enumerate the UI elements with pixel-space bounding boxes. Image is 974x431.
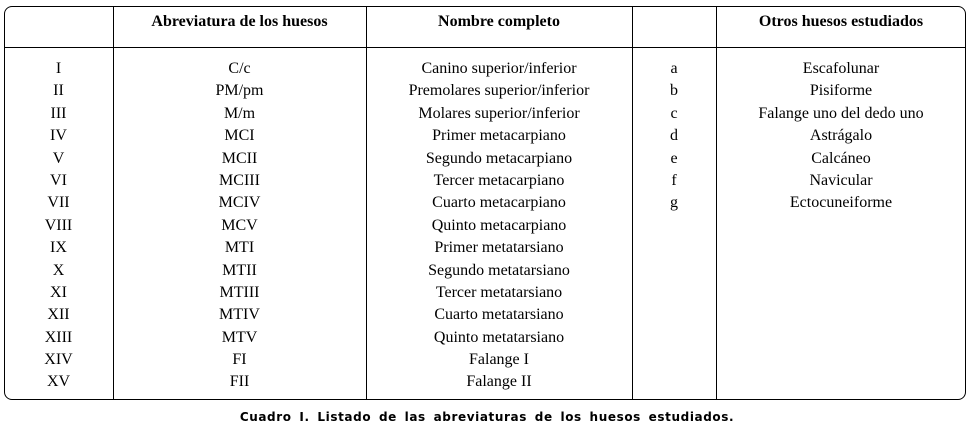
other-bone-cell: Calcáneo	[811, 149, 871, 167]
column-other-bones	[716, 58, 966, 215]
letter-cell: a	[670, 60, 678, 77]
table-caption: Cuadro I. Listado de las abreviaturas de los huesos estudiados.	[239, 410, 735, 424]
full-name-cell: Falange I	[469, 351, 529, 369]
full-name-cell: Segundo metacarpiano	[425, 149, 573, 167]
column-roman-numerals	[4, 58, 113, 394]
abbreviation-cell: MTIV	[219, 306, 260, 324]
roman-numeral: VII	[47, 194, 70, 212]
column-letters	[632, 58, 716, 215]
letter-cell: b	[670, 82, 678, 100]
full-name-cell: Tercer metatarsiano	[435, 283, 563, 301]
abbreviation-cell: MTII	[222, 261, 257, 279]
full-name-cell: Cuarto metatarsiano	[434, 306, 564, 324]
letter-cell: f	[671, 171, 677, 189]
roman-numeral: III	[50, 104, 67, 122]
other-bone-cell: Ectocuneiforme	[789, 194, 893, 212]
full-name-cell: Falange II	[466, 373, 532, 391]
header-divider	[4, 47, 966, 48]
full-name-cell: Segundo metatarsiano	[428, 261, 570, 279]
abbreviation-cell: MCI	[224, 127, 255, 145]
letter-cell: c	[670, 104, 678, 122]
other-bone-cell: Falange uno del dedo uno	[758, 104, 924, 122]
abbreviation-cell: FII	[229, 373, 250, 391]
abbreviation-cell: C/c	[228, 60, 251, 77]
full-name-cell: Quinto metacarpiano	[431, 216, 567, 234]
header-other-bones: Otros huesos estudiados	[758, 13, 924, 30]
other-bone-cell: Navicular	[809, 171, 873, 189]
full-name-cell: Canino superior/inferior	[421, 60, 577, 77]
full-name-cell: Molares superior/inferior	[418, 104, 580, 122]
full-name-cell: Cuarto metacarpiano	[432, 194, 566, 212]
column-full-names	[366, 58, 632, 394]
full-name-cell: Tercer metacarpiano	[433, 171, 565, 189]
roman-numeral: IV	[50, 127, 67, 145]
roman-numeral: II	[53, 82, 64, 100]
roman-numeral: IX	[50, 239, 67, 257]
abbreviation-cell: MCII	[221, 149, 258, 167]
roman-numeral: XI	[50, 283, 67, 301]
full-name-cell: Primer metatarsiano	[434, 239, 564, 257]
letter-cell: g	[670, 194, 678, 212]
roman-numeral: I	[55, 60, 62, 77]
abbreviation-cell: MCIII	[219, 171, 260, 189]
roman-numeral: VIII	[44, 216, 73, 234]
roman-numeral: XIV	[44, 351, 73, 369]
abbreviation-cell: MTIII	[219, 283, 260, 301]
abbreviation-cell: FI	[232, 351, 247, 369]
roman-numeral: VI	[50, 171, 67, 189]
roman-numeral: V	[52, 149, 65, 167]
roman-numeral: XV	[46, 373, 71, 391]
abbreviation-cell: MTI	[224, 239, 255, 257]
abbreviation-cell: MCV	[221, 216, 258, 234]
roman-numeral: XII	[47, 306, 70, 324]
column-abbreviations	[113, 58, 366, 394]
abbreviation-cell: MCIV	[218, 194, 261, 212]
full-name-cell: Primer metacarpiano	[432, 127, 566, 145]
abbreviation-cell: PM/pm	[215, 82, 264, 100]
full-name-cell: Quinto metatarsiano	[433, 328, 565, 346]
abbreviation-cell: M/m	[223, 104, 256, 122]
other-bone-cell: Astrágalo	[809, 127, 873, 145]
header-full-name: Nombre completo	[438, 13, 560, 30]
roman-numeral: XIII	[44, 328, 73, 346]
letter-cell: d	[670, 127, 678, 145]
other-bone-cell: Pisiforme	[809, 82, 873, 100]
other-bone-cell: Escafolunar	[802, 60, 880, 77]
full-name-cell: Premolares superior/inferior	[408, 82, 590, 100]
roman-numeral: X	[52, 261, 65, 279]
header-abbreviation: Abreviatura de los huesos	[151, 13, 328, 30]
abbreviation-cell: MTV	[221, 328, 258, 346]
letter-cell: e	[670, 149, 678, 167]
